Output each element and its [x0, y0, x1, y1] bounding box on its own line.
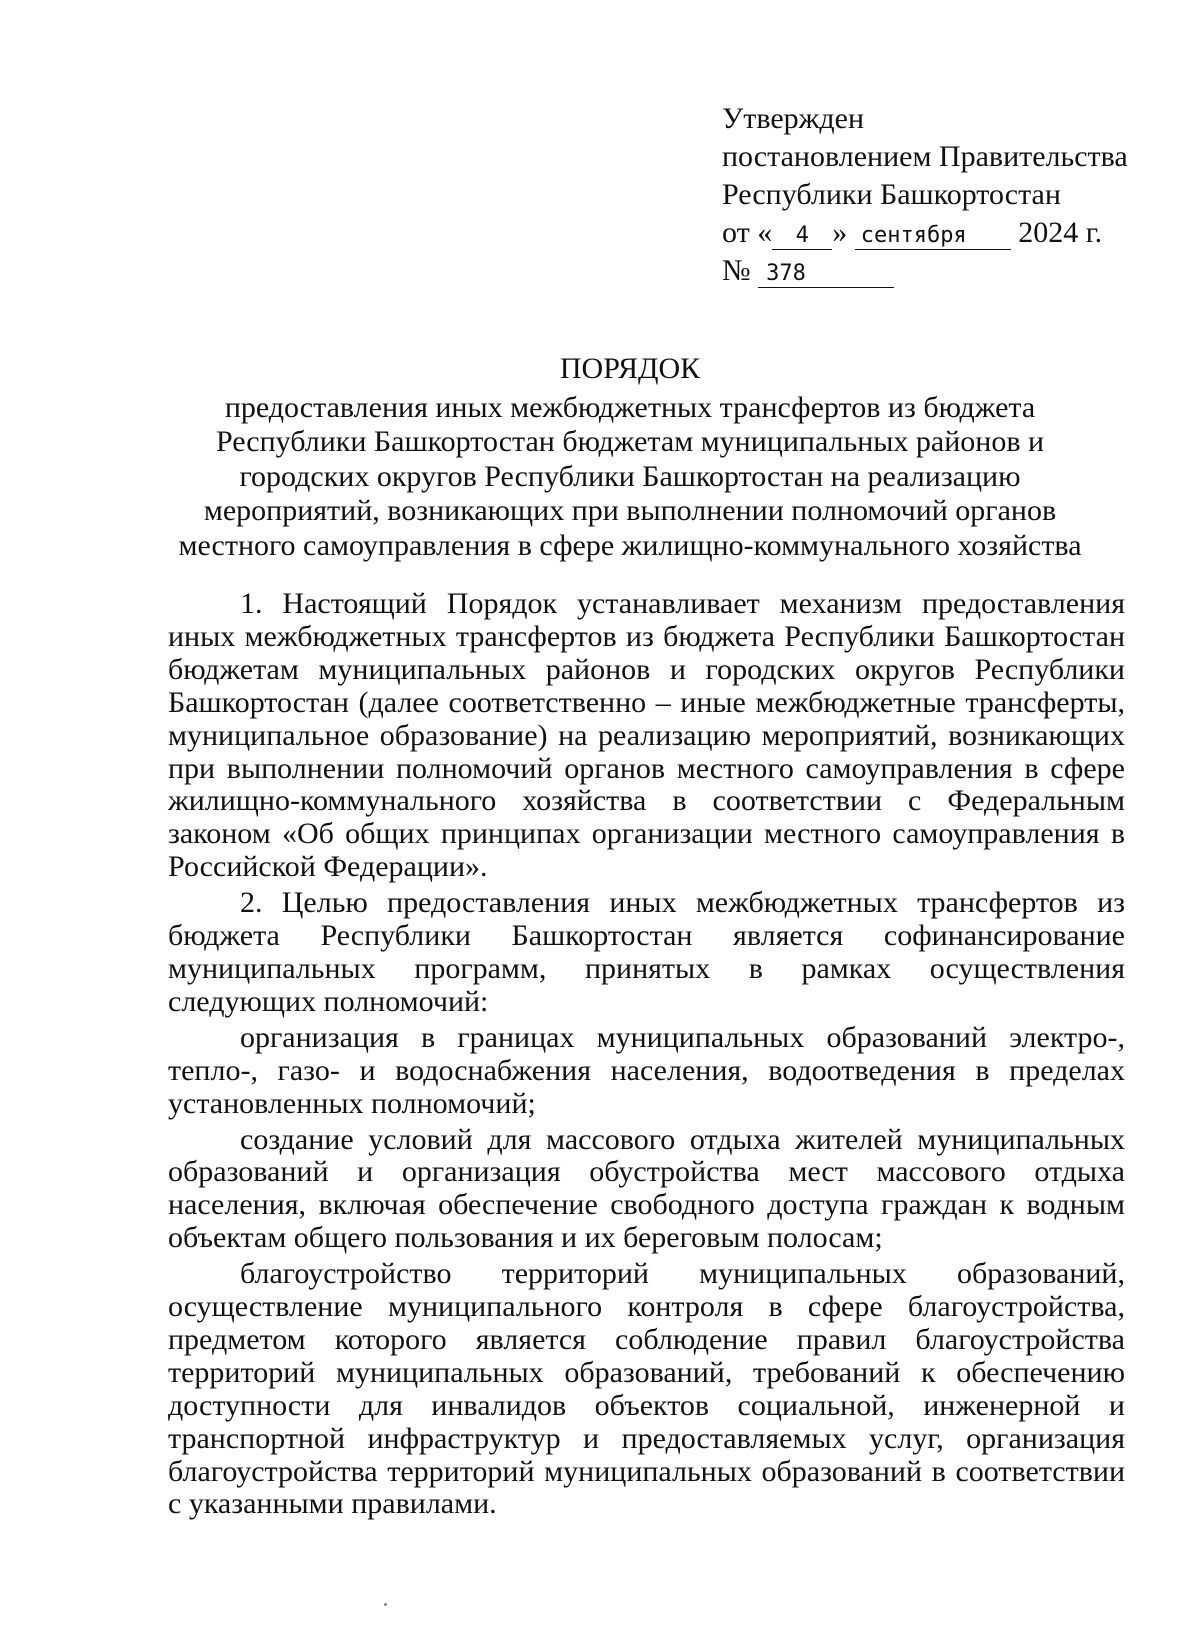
- date-day-field: 4: [772, 223, 832, 250]
- date-mid: »: [832, 216, 848, 249]
- title-line: городских округов Республики Башкортостан на реализацию: [239, 459, 1021, 493]
- paragraph-2: 2. Целью предоставления иных межбюджетных трансфертов из бюджета Республики Башкортостан является софинансирование муниципальных программ, принятых в рамках осуществления следующих полномочий:: [168, 886, 1125, 1018]
- document-body: [168, 588, 1125, 1524]
- approval-stamp-block: [722, 100, 1128, 290]
- scan-speck: [384, 1603, 387, 1606]
- title-line: местного самоуправления в сфере жилищно-коммунального хозяйства: [178, 528, 1082, 562]
- title-line: мероприятий, возникающих при выполнении полномочий органов: [203, 494, 1057, 527]
- decree-number-field: 378: [758, 261, 894, 288]
- paragraph-list-item: создание условий для массового отдыха жителей муниципальных образований и организация обустройства мест массового отдыха населения, включая обеспечение свободного доступа граждан к водным объектам общего пользования и их береговым полосам;: [168, 1122, 1125, 1255]
- date-year: 2024 г.: [1018, 216, 1103, 249]
- paragraph-list-item: благоустройство территорий муниципальных образований, осуществление муниципального контроля в сфере благоустройства, предметом которого является соблюдение правил благоустройства территорий муниципальных образований, требований к обеспечению доступности для инвалидов объектов социальной, инженерной и транспортной инфраструктур и предоставляемых услуг, организация благоустройства территорий муниципальных образований в соответствии с указанными правилами.: [168, 1257, 1125, 1521]
- number-prefix: №: [722, 254, 751, 287]
- approval-number-line: [722, 252, 1128, 290]
- approval-line-republic: Республики Башкортостан: [722, 178, 1061, 211]
- date-prefix: от «: [722, 216, 773, 249]
- date-month-field: сентября: [855, 223, 1011, 250]
- paragraph-1: 1. Настоящий Порядок устанавливает механизм предоставления иных межбюджетных трансфертов из бюджета Республики Башкортостан бюджетам муниципальных районов и городских округов Республики Башкортостан (далее соответственно – иные межбюджетные трансферты, муниципальное образование) на реализацию мероприятий, возникающих при выполнении полномочий органов местного самоуправления в сфере жилищно-коммунального хозяйства в соответствии с Федеральным законом «Об общих принципах организации местного самоуправления в Российской Федерации».: [168, 587, 1125, 884]
- approval-line-approved: Утвержден: [722, 102, 865, 135]
- approval-date-line: [722, 214, 1128, 252]
- title-line: предоставления иных межбюджетных трансфертов из бюджета: [224, 390, 1036, 424]
- document-title: [140, 352, 1120, 563]
- title-line: Республики Башкортостан бюджетам муниципальных районов и: [215, 425, 1045, 458]
- paragraph-list-item: организация в границах муниципальных образований электро-, тепло-, газо- и водоснабжения населения, водоотведения в пределах установленных полномочий;: [168, 1020, 1125, 1120]
- title-main: ПОРЯДОК: [559, 352, 701, 385]
- approval-line-decree: постановлением Правительства: [722, 140, 1128, 173]
